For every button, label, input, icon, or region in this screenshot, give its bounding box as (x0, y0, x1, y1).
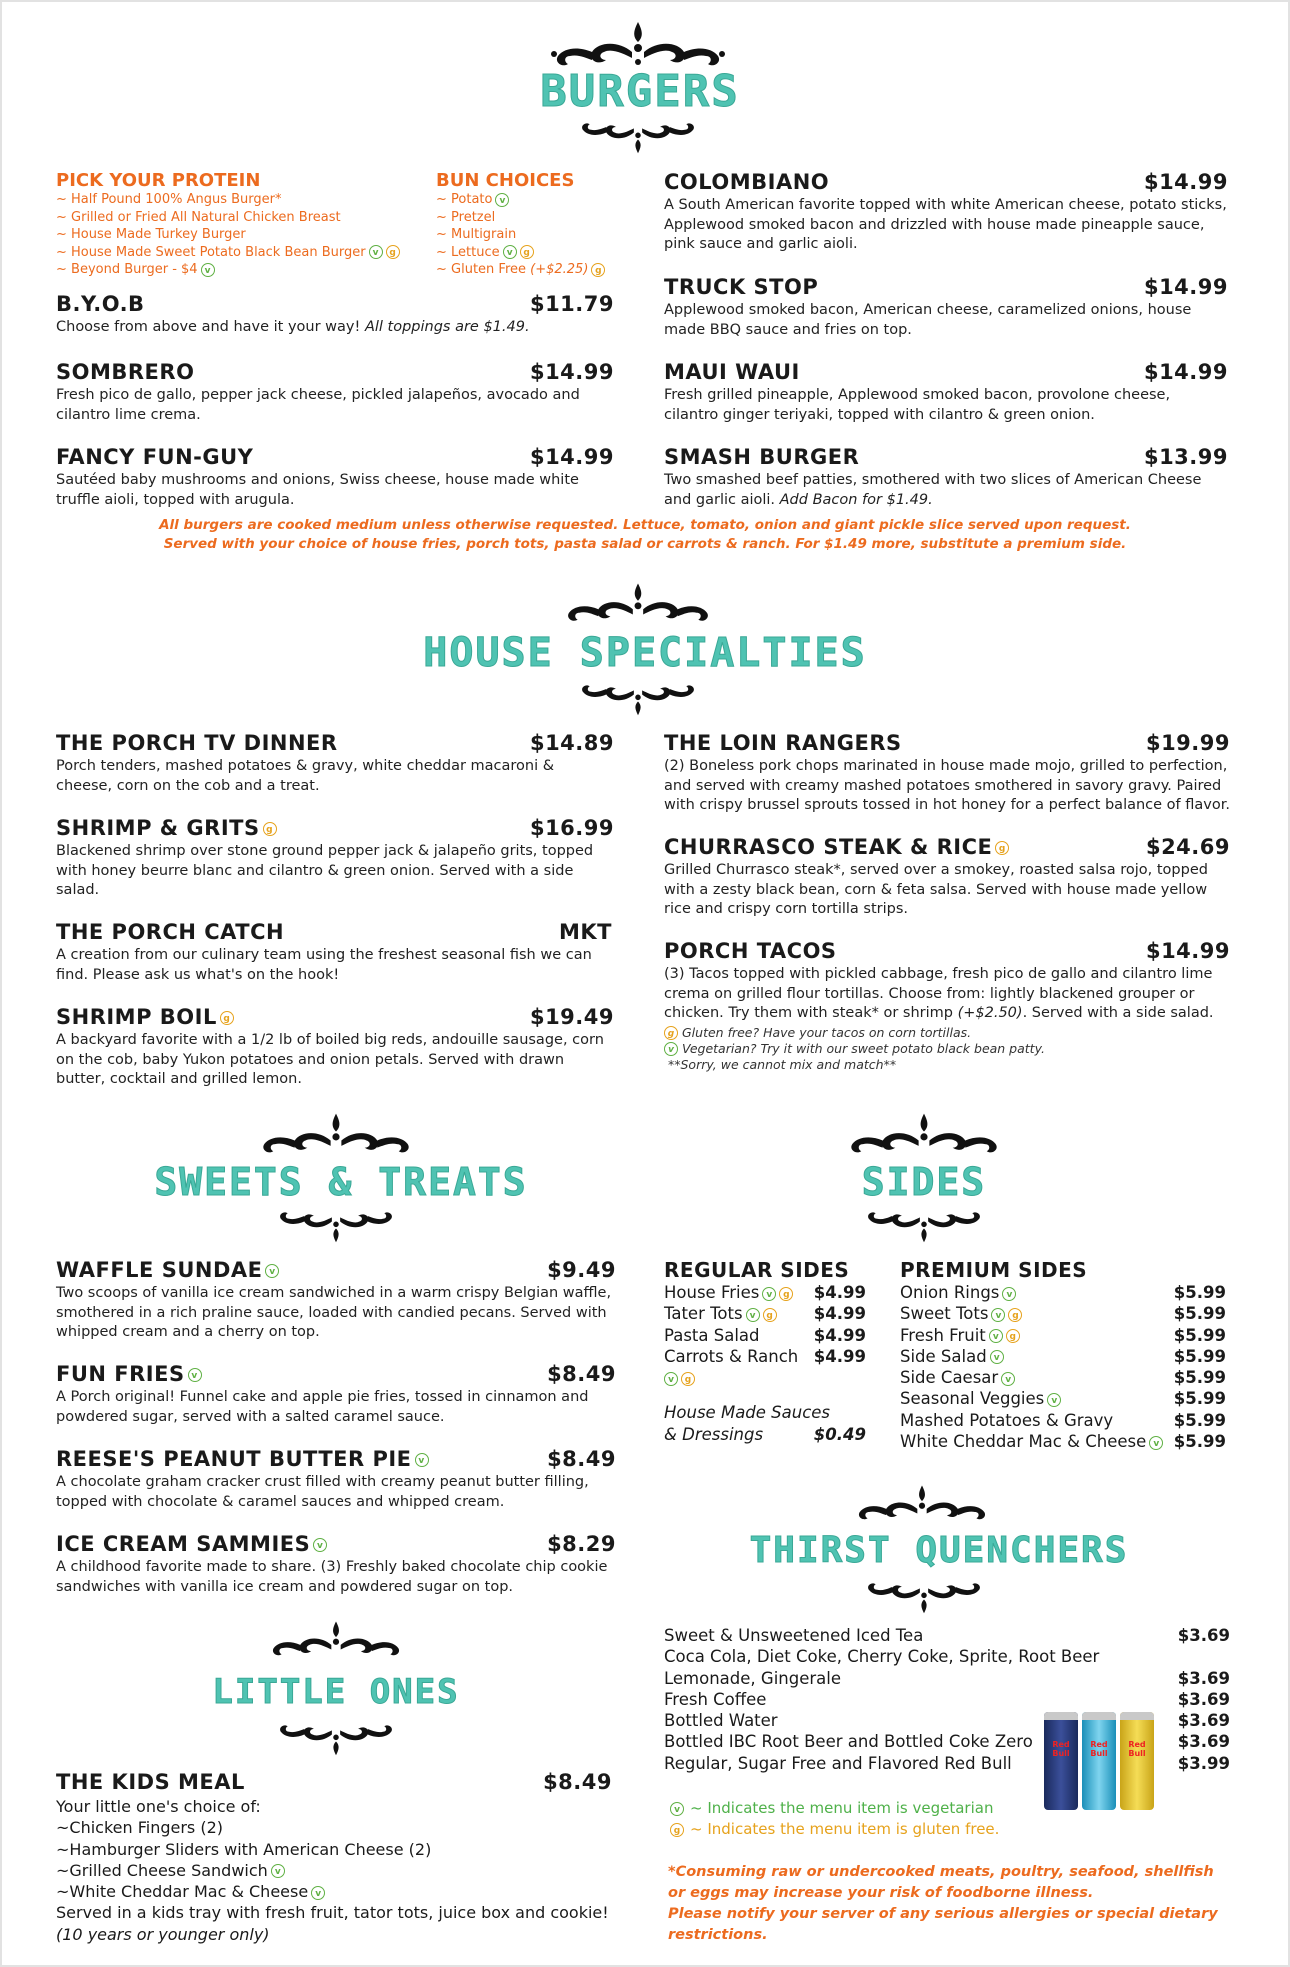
item-desc-note: Add Bacon for $1.49. (779, 491, 933, 508)
menu-item (56, 816, 614, 901)
side-price: $5.99 (1173, 1304, 1226, 1324)
item-name: FUN FRIES (56, 1362, 185, 1386)
vegetarian-icon: v (311, 1886, 325, 1900)
side-price: $5.99 (1173, 1432, 1226, 1452)
item-price: MKT (559, 920, 612, 944)
menu-item (56, 360, 614, 425)
drink-price: $3.69 (1177, 1711, 1230, 1731)
burger-note: Served with your choice of house fries, porch tots, pasta salad or carrots & ranch. For $1.49 more, substitute a premium side. (163, 536, 1127, 552)
legend (670, 1798, 1090, 1840)
scroll-ornament-icon (548, 678, 728, 718)
menu-item (56, 731, 614, 796)
side-name: House Fries (664, 1283, 760, 1302)
can-label: Red Bull (1090, 1740, 1108, 1758)
vegetarian-icon: v (762, 1287, 776, 1301)
burger-notes (60, 516, 1230, 554)
scroll-ornament-icon (834, 1576, 1014, 1616)
burger-note: All burgers are cooked medium unless otherwise requested. Lettuce, tomato, onion and giant pickle slice served upon request. (159, 517, 1131, 533)
item-price: $14.99 (1143, 170, 1228, 194)
item-price: $14.99 (529, 445, 614, 469)
menu-item (664, 835, 1230, 920)
item-price: $14.89 (529, 731, 614, 755)
vegetarian-icon: v (664, 1372, 678, 1386)
kids-age-note: (10 years or younger only) (56, 1924, 270, 1944)
vegetarian-icon: v (188, 1368, 202, 1382)
menu-item (664, 731, 1230, 816)
bun-option: ~ Pretzel (436, 209, 496, 225)
item-name: CHURRASCO STEAK & RICE (664, 835, 993, 859)
side-price: $4.99 (813, 1304, 866, 1324)
side-price: $5.99 (1173, 1368, 1226, 1388)
side-price: $5.99 (1173, 1410, 1226, 1430)
item-desc: Two smashed beef patties, smothered with two slices of American Cheese and garlic aioli. (664, 472, 1202, 508)
vegetarian-icon: v (746, 1308, 760, 1322)
gluten-free-icon: g (670, 1823, 684, 1837)
drink-name: Bottled Water (664, 1711, 778, 1731)
vegetarian-icon: v (1002, 1287, 1016, 1301)
bun-options (436, 170, 656, 279)
item-name: WAFFLE SUNDAE (56, 1258, 263, 1282)
red-bull-can-image (1082, 1712, 1116, 1810)
sauces-price: $0.49 (813, 1424, 866, 1444)
gluten-free-icon: g (591, 263, 605, 277)
sides-title: SIDES (861, 1160, 987, 1204)
menu-item (664, 360, 1228, 425)
item-desc: A Porch original! Funnel cake and apple pie fries, tossed in cinnamon and powdered sugar, served with a salted caramel sauce. (56, 1389, 589, 1425)
item-name: ICE CREAM SAMMIES (56, 1532, 311, 1556)
item-desc: Sautéed baby mushrooms and onions, Swiss cheese, house made white truffle aioli, topped with arugula. (56, 472, 579, 508)
gluten-free-icon: g (520, 245, 534, 259)
bun-option: ~ Multigrain (436, 227, 517, 242)
drink-price: $3.69 (1177, 1626, 1230, 1645)
item-name: THE KIDS MEAL (56, 1770, 245, 1794)
protein-heading: PICK YOUR PROTEIN (56, 170, 261, 191)
side-price: $4.99 (813, 1346, 866, 1366)
vegetarian-icon: v (415, 1453, 429, 1467)
gluten-free-icon: g (763, 1308, 777, 1322)
item-price: $14.99 (529, 360, 614, 384)
item-desc: Applewood smoked bacon, American cheese, caramelized onions, house made BBQ sauce and fries on top. (664, 302, 1192, 338)
side-price: $5.99 (1173, 1389, 1226, 1409)
scroll-ornament-icon (834, 1205, 1014, 1245)
side-name: Mashed Potatoes & Gravy (900, 1410, 1114, 1430)
kids-line: ~Hamburger Sliders with American Cheese (2) (56, 1839, 432, 1859)
burgers-title: BURGERS (540, 66, 740, 117)
kids-line: ~Grilled Cheese Sandwich (56, 1860, 268, 1880)
drinks-title: THIRST QUENCHERS (749, 1530, 1129, 1571)
premium-sides (900, 1258, 1226, 1452)
vegetarian-icon: v (201, 263, 215, 277)
item-desc: Grilled Churrasco steak*, served over a smokey, roasted salsa rojo, topped with a zesty black bean, corn & feta salsa. Served with house made yellow rice and crispy corn tortilla strips. (664, 862, 1208, 917)
drink-name: Sweet & Unsweetened Iced Tea (664, 1626, 924, 1645)
vegetarian-icon: v (990, 1350, 1004, 1364)
drink-name: Coca Cola, Diet Coke, Cherry Coke, Sprite, Root Beer (664, 1647, 1100, 1667)
item-desc: Choose from above and have it your way! (56, 319, 365, 335)
item-price: $8.49 (547, 1362, 616, 1386)
vegetarian-icon: v (313, 1538, 327, 1552)
sauces-label: & Dressings (664, 1424, 764, 1444)
item-desc: Blackened shrimp over stone ground pepper jack & jalapeño grits, topped with honey beurre blanc and cilantro & green onion. Served with a side salad. (56, 843, 594, 898)
can-label: Red Bull (1052, 1740, 1070, 1758)
item-price: $19.99 (1145, 731, 1230, 755)
item-name: COLOMBIANO (664, 170, 830, 194)
protein-option: ~ Grilled or Fried All Natural Chicken Breast (56, 209, 341, 225)
item-price: $8.49 (547, 1447, 616, 1471)
can-label: Red Bull (1128, 1740, 1146, 1758)
kids-line: ~White Cheddar Mac & Cheese (56, 1882, 309, 1902)
drink-price: $3.69 (1177, 1689, 1230, 1709)
gluten-free-icon: g (995, 841, 1009, 855)
item-name: PORCH TACOS (664, 939, 837, 963)
drink-name: Regular, Sugar Free and Flavored Red Bull (664, 1753, 1012, 1773)
item-price: $9.49 (547, 1258, 616, 1282)
menu-item (56, 1258, 616, 1343)
legend-veg: ~ Indicates the menu item is vegetarian (690, 1799, 994, 1817)
item-desc-end: . Served with a side salad. (1022, 1005, 1214, 1021)
vegetarian-icon: v (369, 245, 383, 259)
protein-option: ~ Half Pound 100% Angus Burger* (56, 192, 282, 207)
item-desc: (2) Boneless pork chops marinated in house made mojo, grilled to perfection, and served with creamy mashed potatoes smothered in savory gravy. Paired with crispy brussel sprouts tossed in hot honey for a perfect balance of flavor. (664, 758, 1230, 813)
side-name: Onion Rings (900, 1283, 1000, 1302)
item-price: $11.79 (529, 292, 614, 316)
item-price: $16.99 (529, 816, 614, 840)
disclaimer-line: *Consuming raw or undercooked meats, poultry, seafood, shellfish (668, 1864, 1214, 1880)
item-name: MAUI WAUI (664, 360, 800, 384)
side-name: White Cheddar Mac & Cheese (900, 1432, 1147, 1452)
item-price: $13.99 (1143, 445, 1228, 469)
vegetarian-icon: v (1047, 1393, 1061, 1407)
item-desc: Fresh pico de gallo, pepper jack cheese, pickled jalapeños, avocado and cilantro lime crema. (56, 387, 580, 423)
vegetarian-icon: v (495, 193, 509, 207)
scroll-ornament-icon (246, 1205, 426, 1245)
vegetarian-icon: v (271, 1864, 285, 1878)
item-name: SOMBRERO (56, 360, 195, 384)
item-desc: Porch tenders, mashed potatoes & gravy, white cheddar macaroni & cheese, corn on the cob and a treat. (56, 758, 555, 794)
item-name: THE LOIN RANGERS (664, 731, 902, 755)
menu-item (56, 1362, 616, 1427)
scroll-ornament-icon (548, 116, 728, 156)
item-price: $14.99 (1143, 275, 1228, 299)
item-name: SHRIMP & GRITS (56, 816, 260, 840)
allergy-disclaimer (668, 1862, 1228, 1946)
item-desc: (3) Tacos topped with pickled cabbage, fresh pico de gallo and cilantro lime crema on grilled flour tortillas. Choose from: lightly blackened grouper or chicken. Try them with steak* or shrimp (664, 966, 1213, 1021)
menu-item (664, 275, 1228, 340)
protein-option: ~ Beyond Burger - $4 (56, 262, 198, 277)
sauces-label: House Made Sauces (664, 1403, 831, 1423)
item-desc: Fresh grilled pineapple, Applewood smoked bacon, provolone cheese, cilantro ginger teriyaki, topped with cilantro & green onion. (664, 387, 1171, 423)
bun-option: ~ Gluten Free (436, 262, 531, 277)
item-name: REESE'S PEANUT BUTTER PIE (56, 1447, 412, 1471)
item-desc-note: (+$2.50) (957, 1005, 1023, 1021)
item-desc: A chocolate graham cracker crust filled with creamy peanut butter filling, topped with chocolate & caramel sauces and whipped cream. (56, 1474, 589, 1510)
kids-meal (56, 1770, 612, 1945)
kids-line: Served in a kids tray with fresh fruit, tator tots, juice box and cookie! (56, 1903, 609, 1923)
menu-item (56, 445, 614, 510)
taco-note: Vegetarian? Try it with our sweet potato black bean patty. (682, 1040, 1045, 1056)
bun-heading: BUN CHOICES (436, 170, 575, 191)
gluten-free-icon: g (263, 822, 277, 836)
drink-price: $3.69 (1177, 1732, 1230, 1752)
menu-item (56, 1005, 614, 1090)
item-price: $24.69 (1145, 835, 1230, 859)
legend-gf: ~ Indicates the menu item is gluten free. (690, 1820, 1000, 1838)
item-name: SMASH BURGER (664, 445, 860, 469)
side-price: $5.99 (1173, 1346, 1226, 1366)
item-name: THE PORCH TV DINNER (56, 731, 338, 755)
item-desc: A South American favorite topped with white American cheese, potato sticks, Applewood smoked bacon and drizzled with house made pineapple sauce, pink sauce and garlic aioli. (664, 197, 1227, 252)
menu-item (56, 1447, 616, 1512)
drink-price: $3.99 (1177, 1753, 1230, 1773)
red-bull-can-image (1044, 1712, 1078, 1810)
gluten-free-icon: g (1008, 1308, 1022, 1322)
vegetarian-icon: v (1149, 1436, 1163, 1450)
scroll-ornament-icon (266, 1618, 406, 1664)
gluten-free-icon: g (664, 1026, 678, 1040)
item-price: $14.99 (1143, 360, 1228, 384)
regular-sides-heading: REGULAR SIDES (664, 1258, 850, 1282)
side-name: Tater Tots (664, 1304, 743, 1324)
scroll-ornament-icon (548, 580, 728, 630)
item-price: $19.49 (529, 1005, 614, 1029)
scroll-ornament-icon (852, 1482, 992, 1528)
disclaimer-line: Please notify your server of any serious allergies or special dietary (668, 1906, 1218, 1922)
menu-item (56, 1532, 616, 1597)
item-price: $8.49 (543, 1770, 612, 1794)
item-name: SHRIMP BOIL (56, 1005, 217, 1029)
vegetarian-icon: v (1001, 1372, 1015, 1386)
bun-option: ~ Lettuce (436, 244, 500, 260)
item-desc: A childhood favorite made to share. (3) Freshly baked chocolate chip cookie sandwiches with vanilla ice cream and powdered sugar on top. (56, 1559, 608, 1595)
menu-item (56, 292, 614, 338)
gluten-free-icon: g (386, 245, 400, 259)
bun-gf-extra: (+$2.25) (530, 262, 589, 277)
bun-option: ~ Potato (436, 192, 493, 207)
protein-options (56, 170, 416, 279)
drink-name: Fresh Coffee (664, 1689, 767, 1709)
sweets-title: SWEETS & TREATS (154, 1160, 528, 1204)
side-price: $4.99 (813, 1325, 866, 1345)
item-desc-note: All toppings are $1.49. (364, 319, 530, 335)
side-name: Side Caesar (900, 1368, 999, 1388)
scroll-ornament-icon (246, 1110, 426, 1162)
disclaimer-line: restrictions. (668, 1927, 768, 1943)
item-desc: Two scoops of vanilla ice cream sandwiched in a warm crispy Belgian waffle, smothered in a rich praline sauce, loaded with candied pecans. Served with whipped cream and a cherry on top. (56, 1285, 612, 1340)
menu-item (56, 920, 612, 985)
side-price: $5.99 (1173, 1325, 1226, 1345)
drink-name: Bottled IBC Root Beer and Bottled Coke Zero (664, 1732, 1033, 1752)
menu-item (664, 939, 1230, 1073)
side-price: $4.99 (813, 1283, 866, 1302)
item-name: TRUCK STOP (664, 275, 819, 299)
gluten-free-icon: g (220, 1011, 234, 1025)
regular-sides (664, 1258, 866, 1445)
item-desc: A creation from our culinary team using the freshest seasonal fish we can find. Please ask us what's on the hook! (56, 947, 592, 983)
item-price: $8.29 (547, 1532, 616, 1556)
gluten-free-icon: g (1006, 1329, 1020, 1343)
scroll-ornament-icon (834, 1110, 1014, 1162)
red-bull-can-image (1120, 1712, 1154, 1810)
gluten-free-icon: g (681, 1372, 695, 1386)
vegetarian-icon: v (664, 1042, 678, 1056)
side-name: Carrots & Ranch (664, 1346, 799, 1366)
kids-line: Your little one's choice of: (56, 1797, 261, 1816)
vegetarian-icon: v (670, 1802, 684, 1816)
vegetarian-icon: v (989, 1329, 1003, 1343)
premium-sides-heading: PREMIUM SIDES (900, 1258, 1088, 1282)
gluten-free-icon: g (779, 1287, 793, 1301)
item-price: $14.99 (1145, 939, 1230, 963)
menu-item (664, 170, 1228, 255)
little-ones-title: LITTLE ONES (212, 1672, 460, 1712)
kids-line: ~Chicken Fingers (2) (56, 1818, 224, 1838)
protein-option: ~ House Made Turkey Burger (56, 227, 246, 242)
side-name: Fresh Fruit (900, 1325, 986, 1345)
vegetarian-icon: v (991, 1308, 1005, 1322)
drink-name: Lemonade, Gingerale (664, 1668, 841, 1688)
side-name: Seasonal Veggies (900, 1389, 1045, 1409)
item-desc: A backyard favorite with a 1/2 lb of boiled big reds, andouille sausage, corn on the cob, baby Yukon potatoes and onion petals. Served with drawn butter, cocktail and grilled lemon. (56, 1032, 604, 1087)
item-name: B.Y.O.B (56, 292, 145, 316)
specialties-title: HOUSE SPECIALTIES (423, 630, 867, 676)
vegetarian-icon: v (503, 245, 517, 259)
protein-option: ~ House Made Sweet Potato Black Bean Burger (56, 244, 366, 260)
side-name: Side Salad (900, 1346, 987, 1366)
vegetarian-icon: v (265, 1264, 279, 1278)
scroll-ornament-icon (246, 1718, 426, 1758)
item-name: THE PORCH CATCH (56, 920, 285, 944)
side-price: $5.99 (1173, 1283, 1226, 1302)
disclaimer-line: or eggs may increase your risk of foodborne illness. (668, 1885, 1094, 1901)
taco-note: Gluten free? Have your tacos on corn tortillas. (682, 1024, 972, 1040)
drink-price: $3.69 (1177, 1668, 1230, 1688)
taco-note: **Sorry, we cannot mix and match** (668, 1056, 897, 1072)
menu-item (664, 445, 1228, 510)
side-name: Pasta Salad (664, 1325, 760, 1345)
item-name: FANCY FUN-GUY (56, 445, 254, 469)
side-name: Sweet Tots (900, 1304, 989, 1324)
